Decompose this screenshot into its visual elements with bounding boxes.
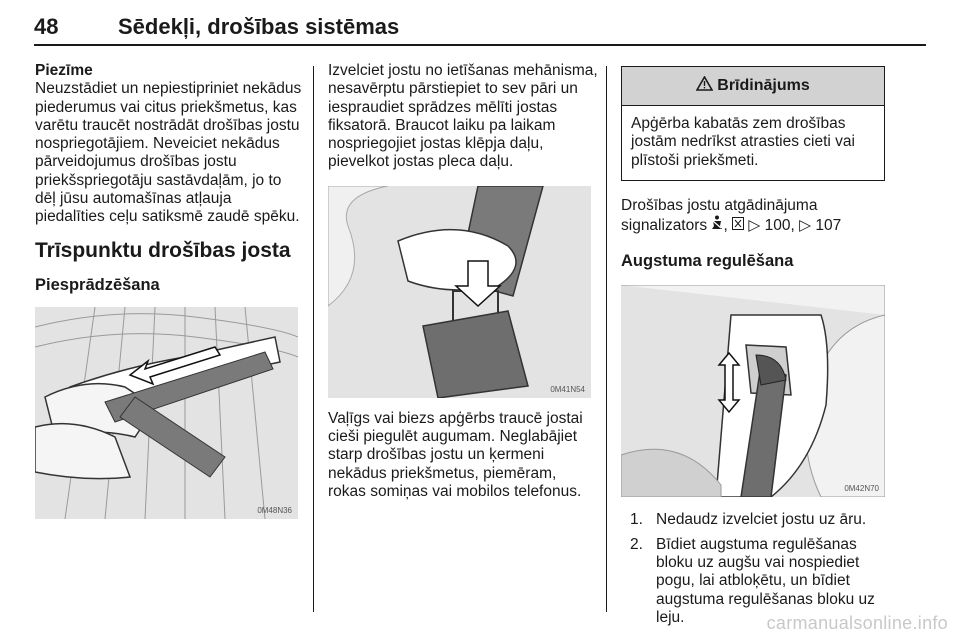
step-text: Bīdiet augstuma regulēšanas bloku uz augšu vai nospiediet pogu, lai atbloķētu, un bīdiet augstuma regulēšanas bloku uz leju. (656, 535, 875, 626)
page-ref-2[interactable]: 107 (815, 217, 842, 235)
warning-box (621, 66, 885, 181)
height-adjuster-drawing (621, 285, 885, 497)
page-ref-arrow-icon: ▷ (748, 217, 761, 235)
warning-header (622, 67, 884, 106)
watermark: carmanualsonline.info (766, 613, 948, 633)
warning-triangle-icon (696, 76, 713, 96)
step-number: 1. (630, 511, 643, 529)
seatbelt-arm-drawing (35, 307, 298, 519)
column-divider-1 (313, 66, 314, 612)
reminder-prefix: signalizators (621, 217, 708, 235)
warning-text: Apģērba kabatās zem drošības jostām nedrīkst atrasties cieti vai plīstoši priekšmeti. (631, 115, 855, 169)
column-3 (621, 62, 893, 633)
warning-title: Brīdinājums (717, 77, 810, 94)
step-number: 2. (630, 535, 643, 553)
reminder-line-2: signalizators , ▷ 100, ▷ 107 (621, 217, 842, 235)
page-ref-arrow-icon: ▷ (799, 217, 812, 235)
step-text: Nedaudz izvelciet jostu uz āru. (656, 511, 867, 529)
subsection-heading: Piesprādzēšana (35, 275, 160, 294)
list-item (621, 511, 893, 529)
figure-code: 0M42N70 (844, 484, 879, 494)
page-header (0, 0, 960, 58)
chapter-title: Sēdekļi, drošības sistēmas (118, 14, 400, 39)
buckle-insert-illustration (328, 186, 591, 398)
note-title: Piezīme (35, 62, 93, 79)
note-text: Neuzstādiet un nepiestipriniet nekādus piederumus vai citus priekšmetus, kas varētu traucēt nostrādāt drošības jostu nospriegotājiem. Neveiciet nekādus pārveidojumus drošības jostu priekšspriegotāju sastāvdaļām, jo to dēļ jūsu automašīnas atļauja piedalīties ceļu satiksmē zaudē spēku. (35, 80, 302, 226)
adjust-steps (621, 511, 893, 627)
column-1 (35, 62, 305, 519)
clothing-advice: Vaļīgs vai biezs apģērbs traucē jostai cieši piegulēt augumam. Neglabājiet starp drošības jostu un ķermeni nekādus priekšmetus, piemēram, rokas somiņas vai mobilos telefonus. (328, 409, 583, 500)
height-adjust-heading: Augstuma regulēšana (621, 252, 794, 271)
buckling-instructions: Izvelciet jostu no ietīšanas mehānisma, nesavērptu pārstiepiet to sev pāri un iespraudiet sprādzes mēlīti jostas fiksatorā. Braucot laiku pa laikam nospriegojiet jostas klēpja daļu, pievelkot jostas pleca daļu. (328, 62, 598, 171)
buckle-drawing (328, 186, 591, 398)
page-ref-1[interactable]: 100, (764, 217, 795, 235)
seatbelt-status-icon (732, 216, 744, 234)
seatbelt-reminder-icon (711, 215, 723, 234)
figure-code: 0M48N36 (257, 505, 292, 515)
header-rule (34, 44, 926, 46)
reminder-line-1: Drošības jostu atgādinājuma (621, 196, 818, 214)
belt-buckling-illustration (35, 307, 298, 519)
section-heading: Trīspunktu drošības josta (35, 238, 291, 262)
column-2 (328, 62, 598, 501)
figure-code: 0M41N54 (550, 384, 585, 394)
height-adjust-illustration (621, 285, 885, 497)
column-divider-2 (606, 66, 607, 612)
page-number: 48 (34, 14, 59, 39)
